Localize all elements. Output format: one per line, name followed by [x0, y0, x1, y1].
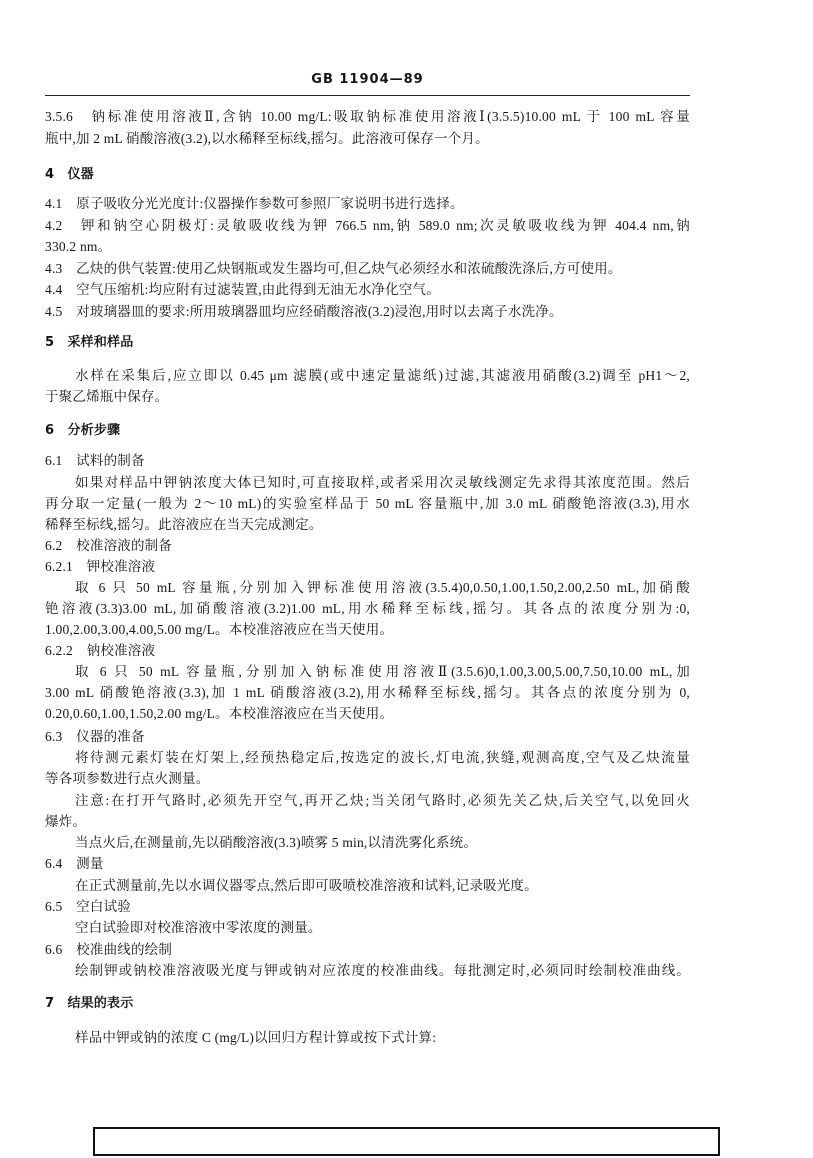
- section-5-heading: 5 采样和样品: [45, 335, 134, 350]
- section-4-heading: 4 仪器: [45, 167, 94, 182]
- clause-4-2-line-2: 330.2 nm。: [45, 239, 112, 254]
- clause-6-4-para: 在正式测量前,先以水调仪器零点,然后即可吸喷校准溶液和试料,记录吸光度。: [75, 878, 538, 893]
- clause-6-1-line-2: 再分取一定量(一般为 2～10 mL)的实验室样品于 50 mL 容量瓶中,加 3.0 mL 硝酸铯溶液(3.3),用水: [45, 496, 690, 511]
- section-5-para-line-1: 水样在采集后,应立即以 0.45 μm 滤膜(或中速定量滤纸)过滤,其滤液用硝酸(3.2)调至 pH1～2,: [75, 368, 690, 383]
- footer-frame-box: [93, 1127, 720, 1156]
- clause-4-4: 4.4 空气压缩机:均应附有过滤装置,由此得到无油无水净化空气。: [45, 282, 440, 297]
- clause-6-6-title: 6.6 校准曲线的绘制: [45, 942, 173, 957]
- clause-6-2-2-title: 6.2.2 钠校准溶液: [45, 643, 156, 658]
- clause-4-3: 4.3 乙炔的供气装置:使用乙炔钢瓶或发生器均可,但乙炔气必须经水和浓硫酸洗涤后,方可使用。: [45, 261, 622, 276]
- clause-6-1-line-3: 稀释至标线,摇匀。此溶液应在当天完成测定。: [45, 517, 323, 532]
- clause-6-2-2-line-1: 取 6 只 50 mL 容量瓶,分别加入钠标准使用溶液Ⅱ(3.5.6)0,1.00,3.00,5.00,7.50,10.00 mL,加: [75, 664, 690, 679]
- section-7-heading: 7 结果的表示: [45, 996, 134, 1011]
- clause-6-5-title: 6.5 空白试验: [45, 899, 131, 914]
- clause-4-1: 4.1 原子吸收分光光度计:仪器操作参数可参照厂家说明书进行选择。: [45, 196, 464, 211]
- clause-6-2-2-line-3: 0.20,0.60,1.00,1.50,2.00 mg/L。本校准溶液应在当天使用。: [45, 706, 394, 721]
- clause-3-5-6-line-2: 瓶中,加 2 mL 硝酸溶液(3.2),以水稀释至标线,摇匀。此溶液可保存一个月。: [45, 131, 489, 146]
- clause-6-1-line-1: 如果对样品中钾钠浓度大体已知时,可直接取样,或者采用次灵敏线测定先求得其浓度范围。然后: [75, 475, 690, 490]
- clause-6-2-1-line-1: 取 6 只 50 mL 容量瓶,分别加入钾标准使用溶液(3.5.4)0,0.50,1.00,1.50,2.00,2.50 mL,加硝酸: [75, 580, 690, 595]
- clause-6-3-note-line-2: 爆炸。: [45, 814, 87, 829]
- clause-6-2-1-title: 6.2.1 钾校准溶液: [45, 559, 156, 574]
- clause-6-2-1-line-2: 铯溶液(3.3)3.00 mL,加硝酸溶液(3.2)1.00 mL,用水稀释至标线,摇匀。其各点的浓度分别为:0,: [45, 601, 690, 616]
- clause-3-5-6-line-1: 3.5.6 钠标准使用溶液Ⅱ,含钠 10.00 mg/L:吸取钠标准使用溶液Ⅰ(3.5.5)10.00 mL 于 100 mL 容量: [45, 109, 690, 124]
- clause-6-6-para: 绘制钾或钠校准溶液吸光度与钾或钠对应浓度的校准曲线。每批测定时,必须同时绘制校准曲线。: [75, 963, 690, 978]
- clause-6-3-para-1-line-1: 将待测元素灯装在灯架上,经预热稳定后,按选定的波长,灯电流,狭缝,观测高度,空气及乙炔流量: [75, 750, 690, 765]
- clause-6-1-title: 6.1 试料的制备: [45, 453, 145, 468]
- clause-4-2-line-1: 4.2 钾和钠空心阴极灯:灵敏吸收线为钾 766.5 nm,钠 589.0 nm;次灵敏吸收线为钾 404.4 nm,钠: [45, 218, 690, 233]
- clause-6-3-para-1-line-2: 等各项参数进行点火测量。: [45, 771, 210, 786]
- clause-4-5: 4.5 对玻璃器皿的要求:所用玻璃器皿均应经硝酸溶液(3.2)浸泡,用时以去离子水洗净。: [45, 304, 563, 319]
- running-header: GB 11904—89: [311, 72, 424, 87]
- clause-6-3-note-line-1: 注意:在打开气路时,必须先开空气,再开乙炔;当关闭气路时,必须先关乙炔,后关空气,以免回火: [75, 793, 690, 808]
- clause-6-4-title: 6.4 测量: [45, 856, 104, 871]
- section-6-heading: 6 分析步骤: [45, 423, 121, 438]
- clause-6-3-para-2: 当点火后,在测量前,先以硝酸溶液(3.3)喷雾 5 min,以清洗雾化系统。: [75, 835, 478, 850]
- header-rule: [45, 95, 690, 96]
- clause-6-3-title: 6.3 仪器的准备: [45, 729, 145, 744]
- clause-6-2-title: 6.2 校准溶液的制备: [45, 538, 173, 553]
- clause-6-5-para: 空白试验即对校准溶液中零浓度的测量。: [75, 920, 322, 935]
- clause-6-2-1-line-3: 1.00,2.00,3.00,4.00,5.00 mg/L。本校准溶液应在当天使用。: [45, 622, 394, 637]
- section-5-para-line-2: 于聚乙烯瓶中保存。: [45, 389, 169, 404]
- section-7-para: 样品中钾或钠的浓度 C (mg/L)以回归方程计算或按下式计算:: [75, 1030, 437, 1045]
- clause-6-2-2-line-2: 3.00 mL 硝酸铯溶液(3.3),加 1 mL 硝酸溶液(3.2),用水稀释至标线,摇匀。其各点的浓度分别为 0,: [45, 685, 690, 700]
